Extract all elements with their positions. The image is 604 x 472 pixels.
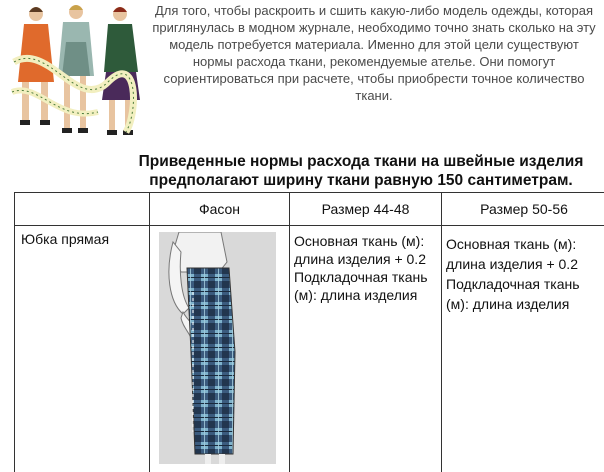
header-cell-empty [15, 193, 150, 226]
table-row [15, 226, 604, 472]
header-cell-size-50-56: Размер 50-56 [442, 193, 604, 226]
table-header-row [15, 193, 604, 226]
model-name: Юбка прямая [21, 231, 110, 247]
header-cell-style: Фасон [150, 193, 290, 226]
style-image-cell [150, 226, 290, 472]
fashion-illustration [8, 2, 146, 152]
straight-skirt-image [159, 232, 276, 464]
size-50-56-cell [442, 226, 604, 472]
size-44-48-cell [290, 226, 442, 472]
fabric-norm-44-48: Основная ткань (м): длина изделия + 0.2 Подкладочная ткань (м): длина изделия [294, 233, 428, 303]
fabric-width-heading: Приведенные нормы расхода ткани на швейные изделия предполагают ширину ткани равную 150 сантиметрам. [138, 153, 584, 189]
fabric-norms-table [14, 192, 604, 472]
header-cell-size-44-48: Размер 44-48 [290, 193, 442, 226]
fabric-norm-50-56: Основная ткань (м): длина изделия + 0.2 Подкладочная ткань (м): длина изделия [446, 236, 580, 312]
intro-paragraph: Для того, чтобы раскроить и сшить какую-либо модель одежды, которая приглянулась в модном журнале, необходимо точно знать сколько на эту модель потребуется материала. Именно для этой цели существуют нормы расхода ткани, рекомендуемые ателье. Они помогут сориентироваться при расчете, чтобы приобрести точное количество ткани. [152, 3, 596, 103]
model-cell [15, 226, 150, 472]
